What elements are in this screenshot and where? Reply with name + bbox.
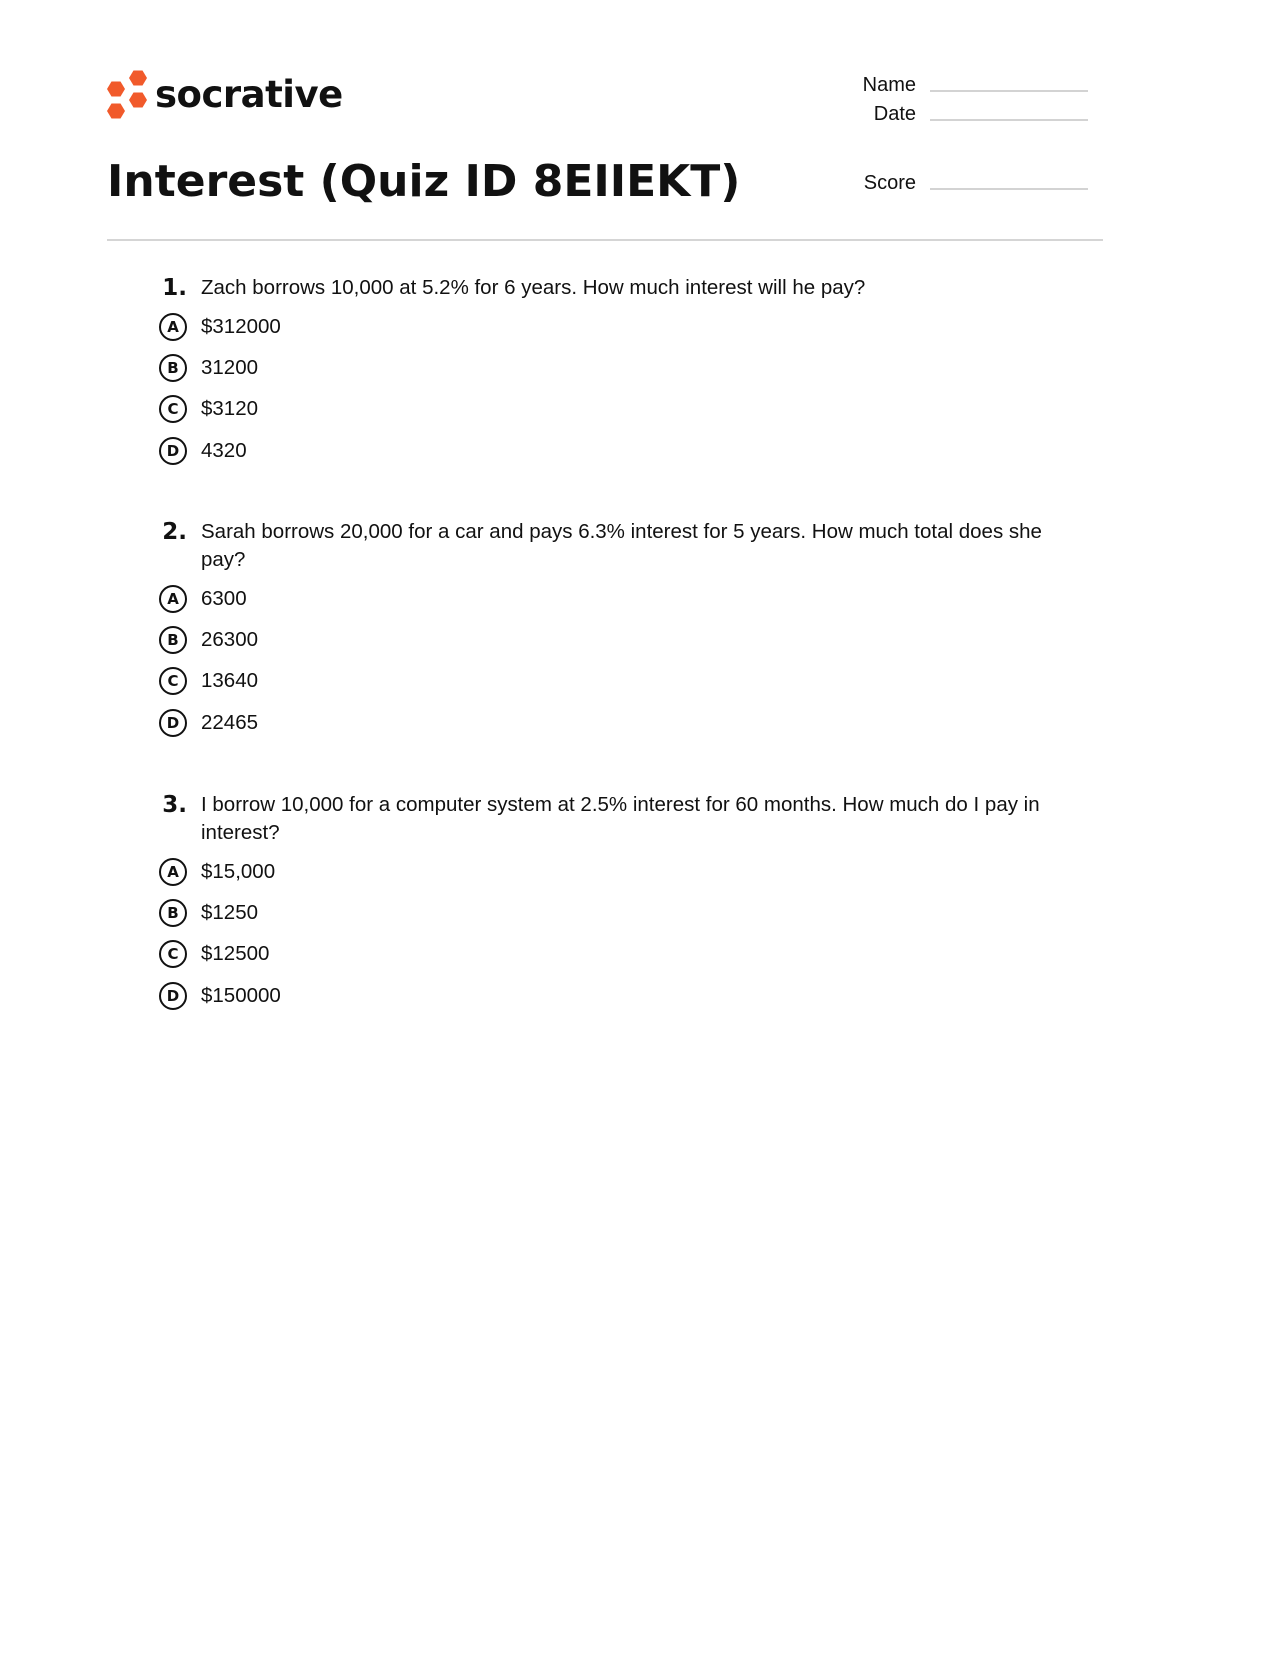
option-text: $150000 [201, 983, 281, 1007]
score-label: Score [863, 172, 916, 194]
option-b-bubble[interactable]: B [159, 354, 187, 382]
question-3 [158, 791, 1078, 1016]
option-text: $312000 [201, 314, 281, 338]
question-number: 2. [162, 519, 187, 545]
answer-options [158, 851, 1078, 1016]
question-text: I borrow 10,000 for a computer system at 2.5% interest for 60 months. How much do I pay in interest? [201, 793, 1040, 844]
option-a[interactable] [158, 578, 1078, 619]
option-b-bubble[interactable]: B [159, 899, 187, 927]
option-c[interactable] [158, 389, 1078, 430]
option-b[interactable] [158, 619, 1078, 660]
score-field[interactable] [810, 172, 1088, 195]
date-label: Date [873, 103, 916, 125]
answer-options [158, 306, 1078, 471]
option-c-bubble[interactable]: C [159, 940, 187, 968]
option-b[interactable] [158, 892, 1078, 933]
hexagon-logo-icon [107, 70, 147, 120]
page-title: Interest (Quiz ID 8EIIEKT) [107, 156, 741, 207]
option-a-bubble[interactable]: A [159, 585, 187, 613]
date-input-line[interactable] [930, 119, 1088, 121]
name-input-line[interactable] [930, 90, 1088, 92]
option-text: 6300 [201, 586, 247, 610]
option-text: 31200 [201, 355, 259, 379]
option-a[interactable] [158, 306, 1078, 347]
option-c[interactable] [158, 661, 1078, 702]
question-2 [158, 518, 1078, 743]
option-d[interactable] [158, 975, 1078, 1016]
option-b[interactable] [158, 347, 1078, 388]
option-a[interactable] [158, 851, 1078, 892]
option-text: 26300 [201, 627, 259, 651]
question-1 [158, 274, 1078, 471]
option-c-bubble[interactable]: C [159, 667, 187, 695]
option-text: $1250 [201, 900, 259, 924]
brand-name: socrative [155, 72, 343, 116]
option-text: 13640 [201, 669, 259, 693]
header-divider [107, 239, 1103, 241]
question-number: 3. [162, 792, 187, 818]
name-label: Name [862, 74, 916, 96]
option-text: 4320 [201, 438, 247, 462]
option-text: 22465 [201, 710, 259, 734]
socrative-logo [107, 70, 343, 120]
option-b-bubble[interactable]: B [159, 626, 187, 654]
option-text: $15,000 [201, 859, 276, 883]
option-d-bubble[interactable]: D [159, 709, 187, 737]
question-number: 1. [162, 275, 187, 301]
question-text: Sarah borrows 20,000 for a car and pays 6.3% interest for 5 years. How much total does she pay? [201, 520, 1042, 571]
option-a-bubble[interactable]: A [159, 313, 187, 341]
option-text: $12500 [201, 942, 270, 966]
answer-options [158, 578, 1078, 743]
option-c[interactable] [158, 934, 1078, 975]
name-field[interactable] [810, 74, 1088, 97]
score-input-line[interactable] [930, 188, 1088, 190]
option-c-bubble[interactable]: C [159, 395, 187, 423]
question-text: Zach borrows 10,000 at 5.2% for 6 years. How much interest will he pay? [201, 276, 866, 299]
option-text: $3120 [201, 397, 259, 421]
option-d[interactable] [158, 702, 1078, 743]
option-a-bubble[interactable]: A [159, 858, 187, 886]
date-field[interactable] [810, 103, 1088, 126]
option-d-bubble[interactable]: D [159, 982, 187, 1010]
option-d-bubble[interactable]: D [159, 437, 187, 465]
option-d[interactable] [158, 430, 1078, 471]
